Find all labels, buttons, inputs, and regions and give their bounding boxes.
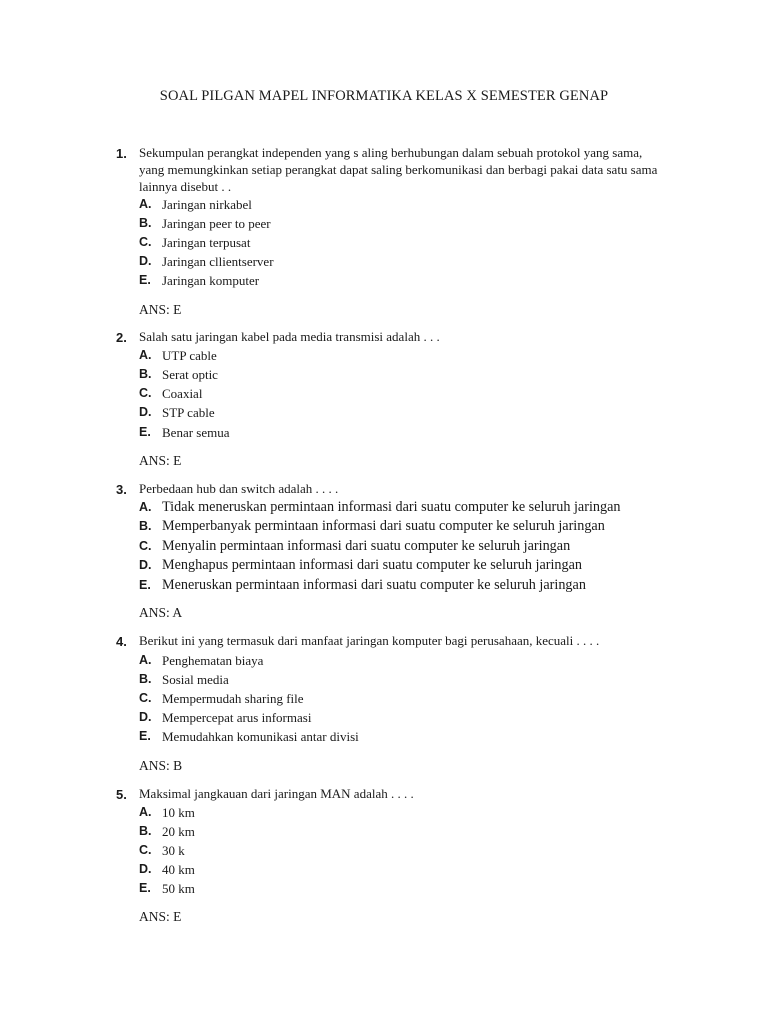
option-a [0,346,768,365]
option-c [0,233,768,252]
option-letter: E. [139,729,151,743]
option-text: 30 k [162,843,185,858]
option-letter: D. [139,405,152,419]
option-letter: A. [139,653,152,667]
option-letter: C. [139,843,152,857]
option-text: Jaringan cllientserver [162,254,274,269]
option-a [0,195,768,214]
option-text: Jaringan terpusat [162,235,251,250]
option-text: Sosial media [162,672,229,687]
option-text: Coaxial [162,386,203,401]
option-text: Benar semua [162,425,230,440]
option-text: Mempercepat arus informasi [162,710,312,725]
option-letter: E. [139,578,151,592]
option-letter: D. [139,558,152,572]
option-letter: B. [139,216,152,230]
option-text: Jaringan peer to peer [162,216,271,231]
option-text: UTP cable [162,348,217,363]
option-c [0,689,768,708]
option-d [0,708,768,727]
option-letter: D. [139,862,152,876]
option-c [0,384,768,403]
option-e [0,879,768,898]
option-letter: A. [139,805,152,819]
option-letter: E. [139,425,151,439]
option-text: 40 km [162,862,195,877]
question-number: 2. [116,330,127,345]
option-text: Memudahkan komunikasi antar divisi [162,729,359,744]
option-a [0,498,768,517]
option-text: Menyalin permintaan informasi dari suatu computer ke seluruh jaringan [162,538,571,554]
question-number: 1. [116,146,127,161]
option-letter: C. [139,691,152,705]
option-text: 10 km [162,805,195,820]
option-a [0,651,768,670]
option-text: Penghematan biaya [162,653,264,668]
option-letter: B. [139,519,152,533]
question-number: 4. [116,634,127,649]
option-text: Memperbanyak permintaan informasi dari suatu computer ke seluruh jaringan [162,518,605,534]
option-text: Serat optic [162,367,218,382]
question-text: Berikut ini yang termasuk dari manfaat jaringan komputer bagi perusahaan, kecuali . . . . [139,633,600,648]
option-letter: C. [139,386,152,400]
question-text: Salah satu jaringan kabel pada media transmisi adalah . . . [139,329,440,344]
option-b [0,670,768,689]
option-b [0,214,768,233]
option-text: Jaringan nirkabel [162,197,252,212]
option-text: Menghapus permintaan informasi dari suatu computer ke seluruh jaringan [162,557,582,573]
option-e [0,727,768,746]
option-b [0,365,768,384]
option-letter: E. [139,273,151,287]
question-number: 5. [116,787,127,802]
option-d [0,252,768,271]
option-b [0,822,768,841]
option-text: 50 km [162,881,195,896]
option-letter: A. [139,348,152,362]
option-d [0,403,768,422]
option-d [0,860,768,879]
option-text: Jaringan komputer [162,273,260,288]
option-text: Mempermudah sharing file [162,691,304,706]
option-e [0,423,768,442]
option-letter: A. [139,197,152,211]
option-letter: C. [139,539,152,553]
option-letter: B. [139,824,152,838]
answer-key: ANS: E [139,302,182,317]
option-letter: D. [139,710,152,724]
option-letter: D. [139,254,152,268]
option-text: 20 km [162,824,195,839]
option-text: Tidak meneruskan permintaan informasi dari suatu computer ke seluruh jaringan [162,499,621,515]
option-letter: E. [139,881,151,895]
option-letter: A. [139,500,152,514]
option-e [0,576,768,595]
answer-key: ANS: E [139,909,182,924]
option-b [0,517,768,536]
option-a [0,803,768,822]
answer-key: ANS: A [139,605,183,620]
question-text: Perbedaan hub dan switch adalah . . . . [139,481,339,496]
answer-key: ANS: E [139,453,182,468]
option-text: STP cable [162,405,215,420]
option-text: Meneruskan permintaan informasi dari suatu computer ke seluruh jaringan [162,577,586,593]
question-text: Maksimal jangkauan dari jaringan MAN adalah . . . . [139,786,414,801]
question-text: Sekumpulan perangkat independen yang s aling berhubungan dalam sebuah protokol yang sama, yang memungkinkan setiap perangkat dapat saling berkomunikasi dan berbagi pakai data satu sama lainnya disebut . . [139,145,658,194]
answer-key: ANS: B [139,758,183,773]
option-letter: B. [139,672,152,686]
option-d [0,556,768,575]
option-c [0,841,768,860]
option-letter: B. [139,367,152,381]
option-c [0,537,768,556]
option-letter: C. [139,235,152,249]
question-number: 3. [116,482,127,497]
page-title: SOAL PILGAN MAPEL INFORMATIKA KELAS X SEMESTER GENAP [159,88,609,104]
option-e [0,271,768,290]
